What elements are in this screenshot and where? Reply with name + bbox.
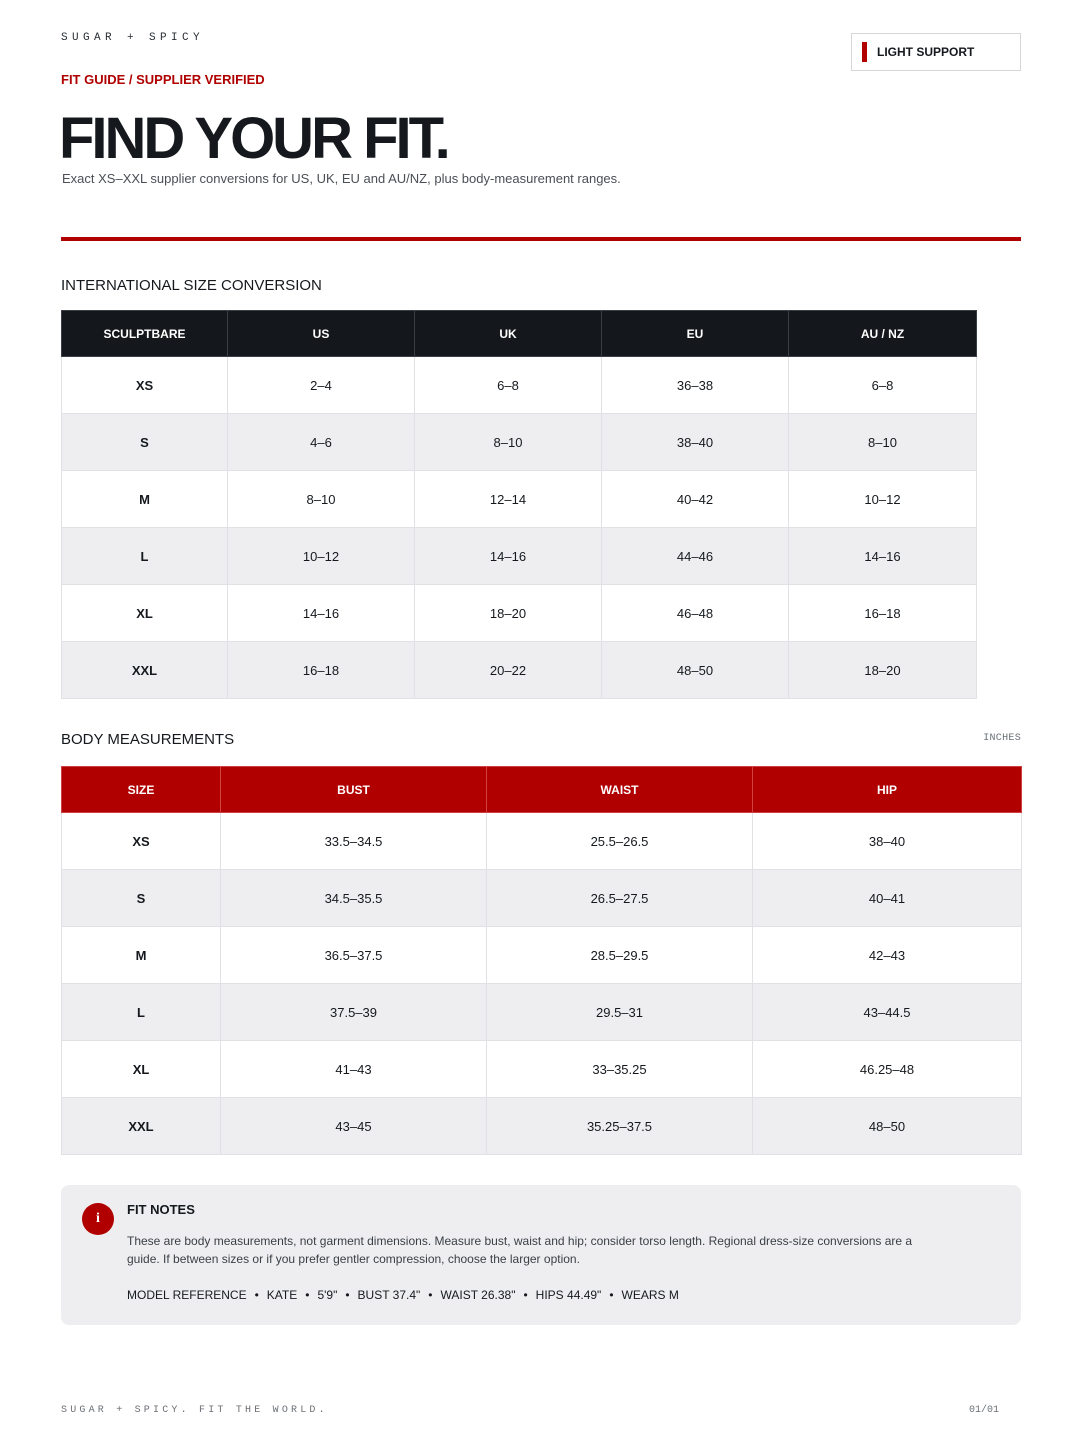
table-cell: 40–41 — [753, 870, 1022, 927]
table-cell: 29.5–31 — [487, 984, 753, 1041]
header-cell: WAIST — [487, 767, 753, 813]
size-cell: XXL — [62, 1098, 221, 1155]
table-cell: 44–46 — [602, 528, 789, 585]
size-cell: L — [62, 984, 221, 1041]
table-cell: 43–44.5 — [753, 984, 1022, 1041]
table-cell: 12–14 — [415, 471, 602, 528]
brand-wordmark: SUGAR + SPICY — [61, 32, 205, 44]
table-cell: 10–12 — [789, 471, 977, 528]
fit-notes-heading: FIT NOTES — [127, 1202, 195, 1217]
table-cell: 4–6 — [228, 414, 415, 471]
separator-dot: • — [345, 1288, 350, 1302]
model-reference — [127, 1288, 679, 1302]
table-cell: 48–50 — [753, 1098, 1022, 1155]
measurements-table — [61, 766, 1022, 1155]
table-row — [62, 927, 1022, 984]
table-cell: 8–10 — [415, 414, 602, 471]
table-cell: 36.5–37.5 — [221, 927, 487, 984]
badge-accent-bar — [862, 42, 867, 62]
conversion-header-row — [62, 311, 977, 357]
table-cell: 38–40 — [753, 813, 1022, 870]
table-cell: 42–43 — [753, 927, 1022, 984]
table-row — [62, 585, 977, 642]
size-cell: S — [62, 414, 228, 471]
table-cell: 20–22 — [415, 642, 602, 699]
table-row — [62, 984, 1022, 1041]
table-cell: 14–16 — [415, 528, 602, 585]
table-cell: 14–16 — [789, 528, 977, 585]
page-subtitle: Exact XS–XXL supplier conversions for US, UK, EU and AU/NZ, plus body-measurement ranges. — [62, 171, 621, 186]
model-name: KATE — [266, 1288, 298, 1302]
footer-tagline: SUGAR + SPICY. FIT THE WORLD. — [61, 1405, 328, 1416]
size-cell: XL — [62, 585, 228, 642]
table-cell: 38–40 — [602, 414, 789, 471]
table-cell: 16–18 — [789, 585, 977, 642]
model-waist: WAIST 26.38" — [440, 1288, 516, 1302]
model-reference-label: MODEL REFERENCE — [127, 1288, 247, 1302]
table-cell: 18–20 — [789, 642, 977, 699]
table-cell: 46–48 — [602, 585, 789, 642]
conversion-heading: INTERNATIONAL SIZE CONVERSION — [61, 277, 322, 294]
table-row — [62, 471, 977, 528]
table-row — [62, 642, 977, 699]
table-cell: 33.5–34.5 — [221, 813, 487, 870]
table-cell: 35.25–37.5 — [487, 1098, 753, 1155]
table-cell: 48–50 — [602, 642, 789, 699]
table-cell: 46.25–48 — [753, 1041, 1022, 1098]
separator-dot: • — [305, 1288, 310, 1302]
table-row — [62, 1041, 1022, 1098]
eyebrow-label: FIT GUIDE / SUPPLIER VERIFIED — [61, 72, 265, 87]
conversion-table — [61, 310, 977, 699]
size-cell: M — [62, 471, 228, 528]
size-cell: XS — [62, 357, 228, 414]
measurements-header-row — [62, 767, 1022, 813]
table-row — [62, 1098, 1022, 1155]
header-cell: US — [228, 311, 415, 357]
header-cell: SIZE — [62, 767, 221, 813]
support-badge — [851, 33, 1021, 71]
table-cell: 8–10 — [228, 471, 415, 528]
table-cell: 2–4 — [228, 357, 415, 414]
badge-label: LIGHT SUPPORT — [877, 45, 975, 59]
table-row — [62, 357, 977, 414]
divider-rule — [61, 237, 1021, 241]
table-cell: 28.5–29.5 — [487, 927, 753, 984]
table-cell: 26.5–27.5 — [487, 870, 753, 927]
table-cell: 36–38 — [602, 357, 789, 414]
header-cell: BUST — [221, 767, 487, 813]
table-cell: 33–35.25 — [487, 1041, 753, 1098]
size-cell: L — [62, 528, 228, 585]
header-cell: HIP — [753, 767, 1022, 813]
units-label: INCHES — [983, 733, 1021, 744]
table-row — [62, 813, 1022, 870]
table-cell: 6–8 — [789, 357, 977, 414]
info-icon: i — [82, 1203, 114, 1235]
size-cell: M — [62, 927, 221, 984]
table-cell: 43–45 — [221, 1098, 487, 1155]
model-hips: HIPS 44.49" — [535, 1288, 602, 1302]
table-cell: 37.5–39 — [221, 984, 487, 1041]
model-size: WEARS M — [621, 1288, 679, 1302]
table-cell: 10–12 — [228, 528, 415, 585]
page-title: FIND YOUR FIT. — [59, 106, 448, 171]
separator-dot: • — [609, 1288, 614, 1302]
table-cell: 40–42 — [602, 471, 789, 528]
page-number: 01/01 — [969, 1405, 1000, 1416]
size-cell: XXL — [62, 642, 228, 699]
table-cell: 6–8 — [415, 357, 602, 414]
model-height: 5'9" — [317, 1288, 338, 1302]
separator-dot: • — [523, 1288, 528, 1302]
fit-notes-panel — [61, 1185, 1021, 1325]
model-bust: BUST 37.4" — [357, 1288, 421, 1302]
size-cell: S — [62, 870, 221, 927]
table-cell: 18–20 — [415, 585, 602, 642]
table-cell: 14–16 — [228, 585, 415, 642]
size-cell: XL — [62, 1041, 221, 1098]
table-row — [62, 414, 977, 471]
table-row — [62, 528, 977, 585]
header-cell: UK — [415, 311, 602, 357]
separator-dot: • — [254, 1288, 259, 1302]
table-cell: 34.5–35.5 — [221, 870, 487, 927]
header-cell: SCULPTBARE — [62, 311, 228, 357]
table-cell: 41–43 — [221, 1041, 487, 1098]
measurements-heading: BODY MEASUREMENTS — [61, 731, 235, 748]
header-cell: AU / NZ — [789, 311, 977, 357]
fit-notes-body: These are body measurements, not garment dimensions. Measure bust, waist and hip; consider torso length. Regional dress-size conversions are a guide. If between sizes or if you prefer gentler compression, choose the larger option. — [127, 1234, 913, 1266]
table-cell: 8–10 — [789, 414, 977, 471]
table-cell: 16–18 — [228, 642, 415, 699]
separator-dot: • — [428, 1288, 433, 1302]
table-row — [62, 870, 1022, 927]
table-cell: 25.5–26.5 — [487, 813, 753, 870]
header-cell: EU — [602, 311, 789, 357]
size-cell: XS — [62, 813, 221, 870]
